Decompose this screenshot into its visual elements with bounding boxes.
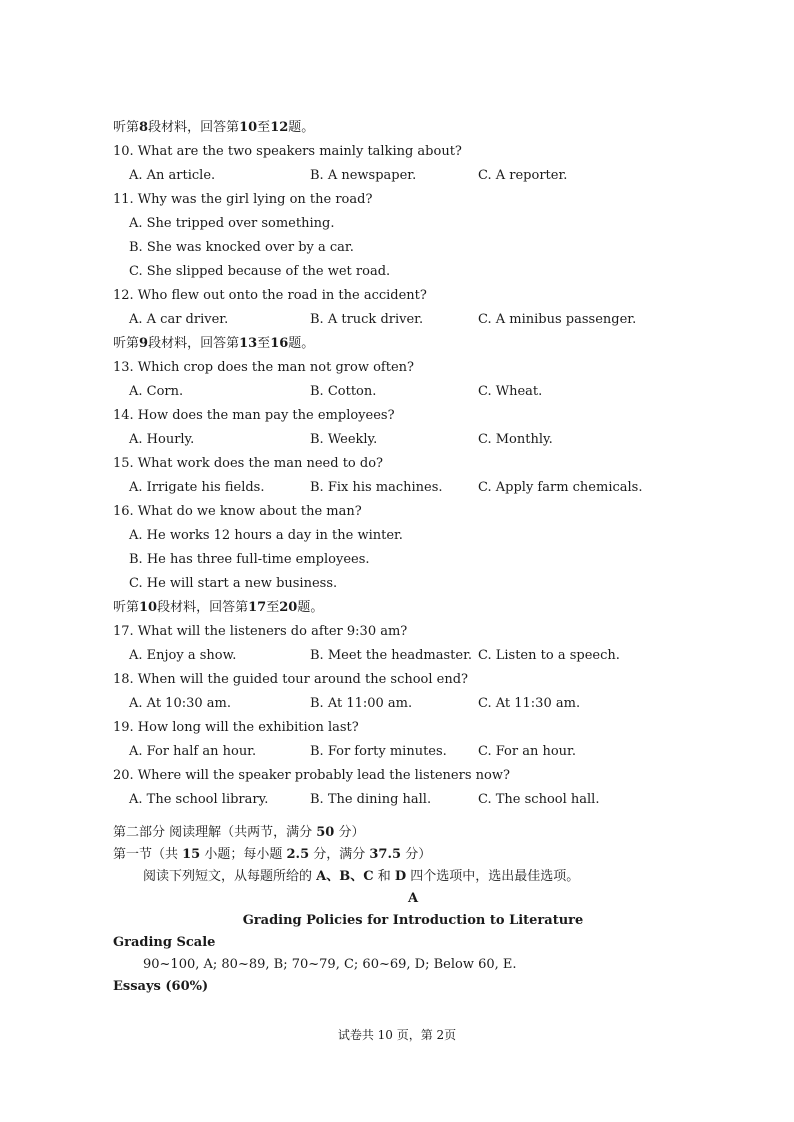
option-b: B. At 11:00 am. bbox=[310, 696, 413, 711]
option-a: A. An article. bbox=[129, 168, 216, 183]
option-b: B. Cotton. bbox=[310, 384, 377, 399]
passage-title: Grading Policies for Introduction to Literature bbox=[242, 913, 584, 928]
option-c: C. Monthly. bbox=[478, 432, 553, 447]
option-c: C. A minibus passenger. bbox=[478, 312, 637, 327]
option-c: C. Wheat. bbox=[478, 384, 543, 399]
question-10: 10. What are the two speakers mainly talking about? bbox=[113, 144, 462, 159]
heading-text: 题。 bbox=[297, 600, 324, 615]
instruction-text: 四个选项中，选出最佳选项。 bbox=[406, 869, 580, 884]
question-20: 20. Where will the speaker probably lead the listeners now? bbox=[113, 768, 510, 783]
options-row bbox=[113, 428, 713, 452]
heading-text: 至 bbox=[257, 336, 271, 351]
heading-num: 10 bbox=[239, 120, 258, 135]
options-row bbox=[113, 644, 713, 668]
section-9-heading bbox=[113, 332, 713, 356]
heading-num: 17 bbox=[248, 600, 267, 615]
question-14: 14. How does the man pay the employees? bbox=[113, 408, 395, 423]
question-19: 19. How long will the exhibition last? bbox=[113, 720, 359, 735]
options-row bbox=[113, 692, 713, 716]
option-c: C. He will start a new business. bbox=[129, 576, 338, 591]
option-a: A. A car driver. bbox=[129, 312, 229, 327]
option-c: C. For an hour. bbox=[478, 744, 576, 759]
option-c: C. Apply farm chemicals. bbox=[478, 480, 643, 495]
option-a: A. She tripped over something. bbox=[129, 216, 335, 231]
options-row bbox=[113, 164, 713, 188]
question-18: 18. When will the guided tour around the school end? bbox=[113, 672, 469, 687]
instruction-text: 和 bbox=[373, 869, 395, 884]
option-a: A. He works 12 hours a day in the winter. bbox=[129, 528, 403, 543]
heading-num: 13 bbox=[239, 336, 258, 351]
question-17: 17. What will the listeners do after 9:30 am? bbox=[113, 624, 408, 639]
heading-text: 至 bbox=[257, 120, 271, 135]
option-b: B. Fix his machines. bbox=[310, 480, 443, 495]
option-b: B. A newspaper. bbox=[310, 168, 417, 183]
options-row bbox=[113, 788, 713, 812]
heading-num: 8 bbox=[139, 120, 149, 135]
heading-num: 37.5 bbox=[369, 847, 402, 862]
heading-num: 2.5 bbox=[286, 847, 310, 862]
heading-num: 10 bbox=[139, 600, 158, 615]
option-a: A. Enjoy a show. bbox=[129, 648, 237, 663]
heading-text: 段材料，回答第 bbox=[157, 600, 249, 615]
question-11: 11. Why was the girl lying on the road? bbox=[113, 192, 373, 207]
essays-heading: Essays (60%) bbox=[113, 979, 209, 994]
option-b: B. A truck driver. bbox=[310, 312, 424, 327]
heading-text: 题。 bbox=[288, 336, 315, 351]
option-b: B. For forty minutes. bbox=[310, 744, 447, 759]
section-8-heading bbox=[113, 116, 713, 140]
option-a: A. Irrigate his fields. bbox=[129, 480, 265, 495]
option-a: A. Hourly. bbox=[129, 432, 195, 447]
grading-scale-heading: Grading Scale bbox=[113, 935, 216, 950]
heading-text: 听第 bbox=[113, 120, 140, 135]
option-a: A. For half an hour. bbox=[129, 744, 257, 759]
option-a: A. The school library. bbox=[129, 792, 269, 807]
reading-instruction bbox=[113, 866, 713, 888]
option-c: C. At 11:30 am. bbox=[478, 696, 581, 711]
heading-num: 12 bbox=[270, 120, 289, 135]
instruction-options: A、B、C bbox=[316, 869, 374, 884]
question-12: 12. Who flew out onto the road in the accident? bbox=[113, 288, 427, 303]
heading-text: 段材料，回答第 bbox=[148, 336, 240, 351]
option-c: C. She slipped because of the wet road. bbox=[129, 264, 391, 279]
question-13: 13. Which crop does the man not grow often? bbox=[113, 360, 414, 375]
heading-text: 听第 bbox=[113, 600, 140, 615]
heading-num: 15 bbox=[182, 847, 201, 862]
exam-page bbox=[113, 116, 713, 998]
section-1-heading bbox=[113, 844, 713, 866]
options-row bbox=[113, 476, 713, 500]
option-a: A. Corn. bbox=[129, 384, 184, 399]
heading-num: 16 bbox=[270, 336, 289, 351]
question-16: 16. What do we know about the man? bbox=[113, 504, 362, 519]
option-b: B. She was knocked over by a car. bbox=[129, 240, 354, 255]
heading-text: 分） bbox=[401, 847, 432, 862]
option-b: B. The dining hall. bbox=[310, 792, 432, 807]
heading-text: 题。 bbox=[288, 120, 315, 135]
option-b: B. Meet the headmaster. bbox=[310, 648, 473, 663]
page-footer: 试卷共 10 页，第 2页 bbox=[337, 1028, 457, 1042]
options-row bbox=[113, 740, 713, 764]
heading-text: 第一节（共 bbox=[113, 847, 183, 862]
option-a: A. At 10:30 am. bbox=[129, 696, 231, 711]
heading-text: 分，满分 bbox=[309, 847, 370, 862]
section-10-heading bbox=[113, 596, 713, 620]
heading-num: 20 bbox=[279, 600, 298, 615]
heading-num: 50 bbox=[316, 825, 335, 840]
instruction-text: 阅读下列短文，从每题所给的 bbox=[143, 869, 317, 884]
option-c: C. The school hall. bbox=[478, 792, 600, 807]
grading-scale-text: 90~100, A; 80~89, B; 70~79, C; 60~69, D; Below 60, E. bbox=[143, 957, 517, 972]
option-c: C. A reporter. bbox=[478, 168, 568, 183]
heading-text: 分） bbox=[334, 825, 365, 840]
option-b: B. Weekly. bbox=[310, 432, 378, 447]
heading-num: 9 bbox=[139, 336, 149, 351]
options-row bbox=[113, 380, 713, 404]
heading-text: 至 bbox=[266, 600, 280, 615]
passage-letter: A bbox=[407, 891, 419, 906]
options-row bbox=[113, 308, 713, 332]
part-2-heading bbox=[113, 822, 713, 844]
spacer bbox=[113, 812, 713, 822]
option-c: C. Listen to a speech. bbox=[478, 648, 620, 663]
heading-text: 第二部分 阅读理解（共两节，满分 bbox=[113, 825, 317, 840]
option-b: B. He has three full-time employees. bbox=[129, 552, 370, 567]
instruction-options: D bbox=[394, 869, 407, 884]
heading-text: 段材料，回答第 bbox=[148, 120, 240, 135]
heading-text: 听第 bbox=[113, 336, 140, 351]
question-15: 15. What work does the man need to do? bbox=[113, 456, 383, 471]
heading-text: 小题；每小题 bbox=[200, 847, 287, 862]
